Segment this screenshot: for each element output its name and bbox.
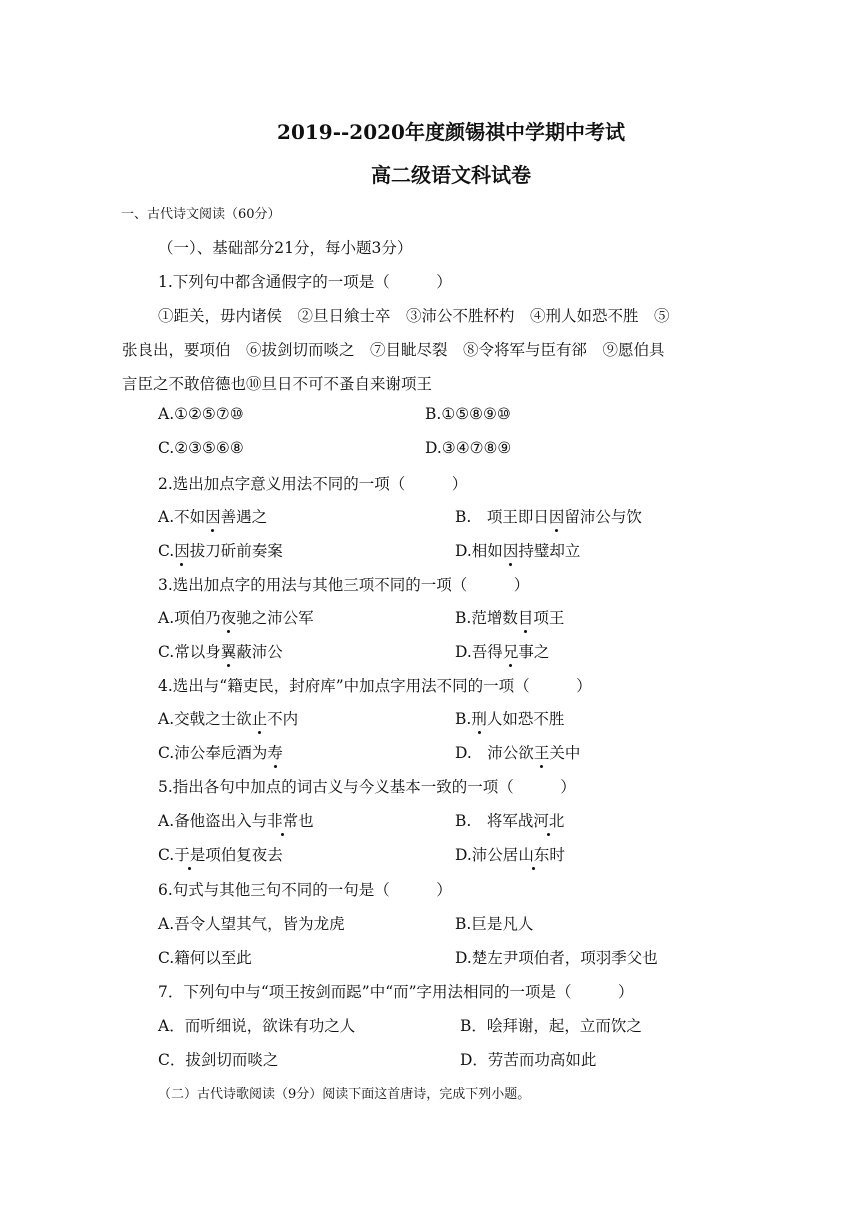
q4-option-a[interactable]: A.交戟之士欲止不内 bbox=[158, 707, 298, 729]
emphasis-dot-char: 兄 bbox=[503, 640, 519, 662]
q6-stem: 6.句式与其他三句不同的一句是（ ） bbox=[158, 881, 452, 899]
q7-stem: 7．下列句中与“项王按剑而跽”中“而”字用法相同的一项是（ ） bbox=[158, 983, 634, 1001]
exam-title: 2019--2020年度颜锡祺中学期中考试 bbox=[277, 120, 625, 144]
q7-option-c[interactable]: C．拔剑切而啖之 bbox=[158, 1051, 279, 1069]
q6-option-c[interactable]: C.籍何以至此 bbox=[158, 949, 252, 967]
q5-option-a[interactable]: A.备他盗出入与非常也 bbox=[158, 809, 314, 831]
q5-stem: 5.指出各句中加点的词古义与今义基本一致的一项（ ） bbox=[158, 778, 576, 796]
q7-option-d[interactable]: D．劳苦而功高如此 bbox=[460, 1051, 597, 1069]
emphasis-dot-char: 止 bbox=[252, 707, 268, 729]
q1-option-b[interactable]: B.①⑤⑧⑨⑩ bbox=[425, 405, 511, 423]
q4-option-d[interactable]: D. 沛公欲王关中 bbox=[455, 741, 580, 763]
q3-option-b[interactable]: B.范增数目项王 bbox=[455, 606, 564, 628]
section-heading: 一、古代诗文阅读（60分） bbox=[121, 207, 281, 222]
emphasis-dot-char: 河北 bbox=[533, 809, 564, 831]
q1-line2: 张良出，要项伯 ⑥拔剑切而啖之 ⑦目眦尽裂 ⑧令将军与臣有郤 ⑨愿伯具 bbox=[122, 341, 665, 359]
emphasis-dot-char: 夜 bbox=[221, 606, 237, 628]
part2-heading: （二）古代诗歌阅读（9分）阅读下面这首唐诗，完成下列小题。 bbox=[158, 1087, 531, 1102]
q5-option-b[interactable]: B. 将军战河北 bbox=[455, 809, 564, 831]
q4-stem: 4.选出与“籍吏民，封府库”中加点字用法不同的一项（ ） bbox=[158, 677, 592, 695]
q1-stem: 1.下列句中都含通假字的一项是（ ） bbox=[158, 273, 452, 291]
q5-option-d[interactable]: D.沛公居山东时 bbox=[455, 843, 565, 865]
q1-option-d[interactable]: D.③④⑦⑧⑨ bbox=[425, 439, 512, 457]
emphasis-dot-char: 目 bbox=[518, 606, 534, 628]
q1-option-c[interactable]: C.②③⑤⑥⑧ bbox=[158, 439, 244, 457]
q6-option-a[interactable]: A.吾令人望其气，皆为龙虎 bbox=[158, 915, 345, 933]
exam-subtitle: 高二级语文科试卷 bbox=[371, 163, 531, 187]
q4-option-b[interactable]: B.刑人如恐不胜 bbox=[455, 707, 564, 729]
q6-option-d[interactable]: D.楚左尹项伯者，项羽季父也 bbox=[455, 949, 658, 967]
q3-option-a[interactable]: A.项伯乃夜驰之沛公军 bbox=[158, 606, 314, 628]
q3-option-d[interactable]: D.吾得兄事之 bbox=[455, 640, 549, 662]
q3-stem: 3.选出加点字的用法与其他三项不同的一项（ ） bbox=[158, 576, 530, 594]
q6-option-b[interactable]: B.巨是凡人 bbox=[455, 915, 534, 933]
q4-option-c[interactable]: C.沛公奉卮酒为寿 bbox=[158, 741, 283, 763]
emphasis-dot-char: 因 bbox=[174, 539, 190, 561]
q2-option-a[interactable]: A.不如因善遇之 bbox=[158, 505, 267, 527]
q2-stem: 2.选出加点字意义用法不同的一项（ ） bbox=[158, 475, 468, 493]
emphasis-dot-char: 于是 bbox=[174, 843, 205, 865]
q1-line3: 言臣之不敢倍德也⑩旦日不可不蚤自来谢项王 bbox=[122, 375, 433, 393]
q7-option-b[interactable]: B．哙拜谢，起，立而饮之 bbox=[460, 1017, 642, 1035]
q3-option-c[interactable]: C.常以身翼蔽沛公 bbox=[158, 640, 283, 662]
emphasis-dot-char: 非常 bbox=[267, 809, 298, 831]
part1-heading: （一）、基础部分21分，每小题3分） bbox=[158, 239, 413, 257]
emphasis-dot-char: 刑 bbox=[471, 707, 487, 729]
emphasis-dot-char: 因 bbox=[503, 539, 519, 561]
emphasis-dot-char: 因 bbox=[205, 505, 221, 527]
emphasis-dot-char: 寿 bbox=[267, 741, 283, 763]
q1-option-a[interactable]: A.①②⑤⑦⑩ bbox=[158, 405, 244, 423]
q2-option-b[interactable]: B. 项王即日因留沛公与饮 bbox=[455, 505, 642, 527]
q2-option-c[interactable]: C.因拔刀斫前奏案 bbox=[158, 539, 283, 561]
q1-line1: ①距关，毋内诸侯 ②旦日飨士卒 ③沛公不胜杯杓 ④刑人如恐不胜 ⑤ bbox=[158, 307, 670, 325]
emphasis-dot-char: 王 bbox=[534, 741, 550, 763]
q5-option-c[interactable]: C.于是项伯复夜去 bbox=[158, 843, 283, 865]
emphasis-dot-char: 翼 bbox=[221, 640, 237, 662]
q2-option-d[interactable]: D.相如因持璧却立 bbox=[455, 539, 580, 561]
q7-option-a[interactable]: A．而听细说，欲诛有功之人 bbox=[158, 1017, 356, 1035]
emphasis-dot-char: 山东 bbox=[518, 843, 549, 865]
emphasis-dot-char: 因 bbox=[549, 505, 565, 527]
